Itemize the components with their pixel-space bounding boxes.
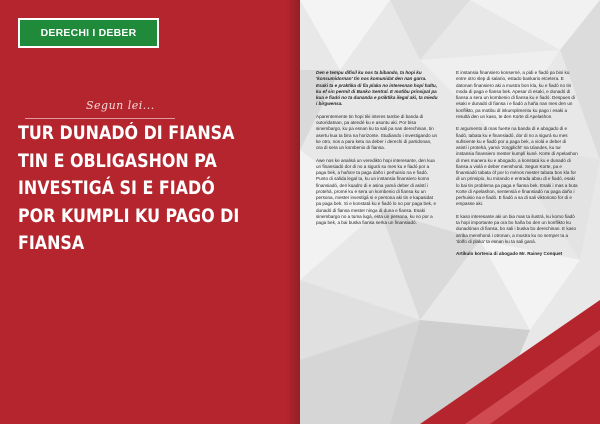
section-tag: DERECHI I DEBER xyxy=(18,18,159,48)
body-paragraph: Awe nos ke analisá un veredikto hopi interesante, den kua un finansiadó dor di no a sigurá su mes ku e fiadó por a paga bek, a haña'e ta paga daño i perhuisio na e fiadó. Punto di salida legal ta, ku un instansia finansiero komo finansiadó, den kuadro di e asina yamá deber di asistí i protehá, promé ku e sera un kombenio di fiansa ku un persona, mester investigá si e persona aki tin e kapasidat pa paga bek. Si e konstatá ku e fiadó lo no por paga bek, e dunadó di fiansa mester ninga di duna e fiansa. Esaki sinembargo no a tuma lugá, esta un persona, ku no por a paga bek, a bai buska fiansa serka un finansiadó. xyxy=(316,157,437,226)
headline-line: TIN E OBLIGASHON PA xyxy=(18,150,217,172)
text-column-2 xyxy=(456,70,578,264)
headline-line: TUR DUNADÓ DI FIANSA xyxy=(18,123,235,144)
page-fold-shadow xyxy=(286,0,300,424)
kicker-divider xyxy=(25,118,175,119)
headline-line: INVESTIGÁ SI E FIADÓ xyxy=(18,178,215,199)
text-column-1 xyxy=(316,70,438,233)
body-paragraph: Aparentemente tin hopi tiki interes tambe di banda di outoridatnan, pa atendé ku e asuntu aki. Por bisa sinembargo, ku pa esnan ku ta sali pa nan derechinan, tin asertu kua ta bira na horizonte. Studiando i investigando un ke otro, nos a para ketu na deber i derechi di partidonan, ora di sera un kombenio di fiansa. xyxy=(316,113,438,151)
author-credit: Artíkulo kortesia di abogado Mr. Rainey Conquet xyxy=(456,251,563,257)
lead-paragraph: Den e tempu difisil ku nos ta bibando, ta hopi ku 'konsumidornan' tin nos komunidat den nan garra. Esaki ta e praktika di fia plaka no interesnan hopi haltu, ku ef sin permit di Banko Sentral. E motibu prinsipal pa kua e fiadó no ta dunanda e práktika ilegal aki, ta miedu i birgwensa. xyxy=(316,70,438,107)
body-paragraph: E kaso interesante aki un bia mas ta ilustrá, ku komo fiadó ta hopi importante pa ora bo haña bo den un konflikto ku dunadónan di fiansa, bo sali i buska bo derechinan. E kaso arriba menshoná i otronan, a mustra ku no semper ta a 'dolfo di plaka' ta esnan ku ta sali ganá. xyxy=(456,213,577,244)
body-paragraph: E argumento di mas fuerte na banda di e abogado di e fiadó, tabata ku e finansiadó, dor di no a sigurá su mes sufisiente ku e fiadó por a paga bek, a violá e deber di asistí i protehá, yamá 'zorgplicht' na Ulandes, ku tur instansia finansiero mester kumplí kuné. Korte di Apelashon di mes manera ku e abogado, a konstatá ku e dunadó di fiansa a violá e deber menshoná. Segun Korte, pa e finansiadó tabata óf por lo ménos mester tabata bon kla for di un prinsipio, ku mirando e entrada abou di e fiadó, esaki lo bai tin problema pa paga e fiansa bek. Esaki i mas a buta Korte di Apelashon, sentensiá e finansiadó na paga daño i perhuisio na e fiadó. E fiadó a sa di sali viktorioso for di e empasse aki. xyxy=(456,126,578,207)
headline-line: POR KUMPLI KU PAGO DI xyxy=(18,205,240,227)
body-paragraph: E instansia finansiero konserné, a pidi e fiadó pa bini ku entre otro slep di salario, estado bankario etcetera. E datonan finansiero aki a mustra bon kla, ku e fiadó no tin moda di paga e fiansa bek. Apesar di esaki, e dunadó di fiansa a sera un kombenio di fiansa ku e fiadó. Despues di esaki e dunadó di fiansa i e fiadó a haña nan mes den un konflikto, pa motibu di inkumplimentu ku pago i esaki a resultá den un kaso, te den Korte di Apelashon. xyxy=(456,70,576,119)
headline xyxy=(18,120,259,258)
headline-line: FIANSA xyxy=(18,233,85,254)
right-page xyxy=(300,0,600,424)
kicker-text: Segun lei... xyxy=(86,99,155,112)
